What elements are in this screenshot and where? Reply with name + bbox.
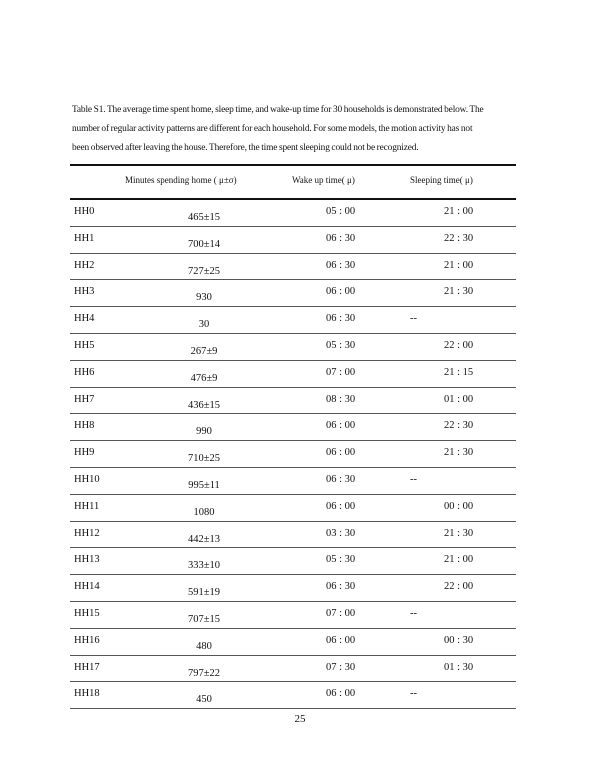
table-body: [70, 200, 516, 709]
table-caption: [72, 101, 532, 158]
table-row: [70, 495, 516, 522]
cell-sleeping-time: --: [410, 473, 417, 485]
table-row: [70, 414, 516, 441]
table-row: [70, 334, 516, 361]
cell-household-id: HH4: [74, 313, 95, 325]
cell-wake-up-time: 03 : 30: [326, 527, 356, 539]
cell-minutes: 710±25: [187, 453, 221, 465]
cell-wake-up-time: 07 : 30: [326, 661, 356, 673]
caption-line-3: been observed after leaving the house. Therefore, the time spent sleeping could not be recognized.: [72, 143, 419, 153]
cell-household-id: HH15: [74, 607, 100, 619]
cell-minutes: 333±10: [187, 560, 221, 572]
cell-wake-up-time: 06 : 30: [326, 232, 356, 244]
cell-wake-up-time: 05 : 30: [326, 339, 356, 351]
cell-wake-up-time: 07 : 00: [326, 607, 356, 619]
table-row: [70, 656, 516, 683]
cell-sleeping-time: 21 : 30: [444, 286, 474, 298]
table-row: [70, 629, 516, 656]
cell-household-id: HH12: [74, 527, 100, 539]
cell-minutes: 1080: [193, 506, 215, 518]
cell-sleeping-time: 21 : 30: [444, 447, 474, 459]
cell-wake-up-time: 06 : 00: [326, 286, 356, 298]
header-sleeping-time: Sleeping time( μ): [410, 175, 473, 185]
cell-minutes: 727±25: [187, 265, 221, 277]
cell-wake-up-time: 06 : 30: [326, 259, 356, 271]
cell-wake-up-time: 06 : 00: [326, 447, 356, 459]
cell-sleeping-time: 22 : 00: [444, 581, 474, 593]
cell-minutes: 465±15: [187, 212, 221, 223]
cell-minutes: 30: [198, 319, 210, 331]
cell-sleeping-time: --: [410, 607, 417, 619]
cell-wake-up-time: 08 : 30: [326, 393, 356, 405]
cell-household-id: HH16: [74, 634, 100, 646]
cell-household-id: HH14: [74, 581, 100, 593]
cell-minutes: 450: [196, 694, 212, 706]
cell-minutes: 797±22: [187, 667, 221, 679]
caption-line-1: Table S1. The average time spent home, sleep time, and wake-up time for 30 households is demonstrated below. The: [72, 105, 484, 115]
cell-wake-up-time: 06 : 30: [326, 581, 356, 593]
cell-minutes: 267±9: [190, 345, 218, 357]
cell-sleeping-time: --: [410, 688, 417, 700]
table-row: [70, 227, 516, 254]
cell-household-id: HH6: [74, 366, 95, 378]
cell-household-id: HH17: [74, 661, 100, 673]
table-header-row: [70, 166, 516, 198]
cell-sleeping-time: 21 : 00: [444, 259, 474, 271]
cell-sleeping-time: --: [410, 313, 417, 325]
cell-wake-up-time: 06 : 30: [326, 473, 356, 485]
table-row: [70, 361, 516, 388]
cell-sleeping-time: 21 : 30: [444, 527, 474, 539]
table-row: [70, 468, 516, 495]
page-number: 25: [294, 713, 306, 725]
cell-sleeping-time: 21 : 00: [444, 554, 474, 566]
cell-minutes: 700±14: [187, 238, 221, 250]
table-row: [70, 307, 516, 334]
table-row: [70, 682, 516, 709]
cell-household-id: HH7: [74, 393, 95, 405]
cell-sleeping-time: 22 : 30: [444, 232, 474, 244]
cell-household-id: HH5: [74, 339, 95, 351]
cell-wake-up-time: 06 : 00: [326, 420, 356, 432]
cell-household-id: HH11: [74, 500, 100, 512]
table-row: [70, 280, 516, 307]
cell-household-id: HH18: [74, 688, 100, 700]
cell-wake-up-time: 06 : 00: [326, 500, 356, 512]
cell-household-id: HH9: [74, 447, 95, 459]
table-row: [70, 254, 516, 281]
cell-minutes: 591±19: [187, 587, 221, 599]
cell-household-id: HH0: [74, 206, 95, 217]
table-row: [70, 575, 516, 602]
cell-wake-up-time: 07 : 00: [326, 366, 356, 378]
cell-sleeping-time: 22 : 30: [444, 420, 474, 432]
cell-wake-up-time: 05 : 30: [326, 554, 356, 566]
cell-wake-up-time: 06 : 00: [326, 634, 356, 646]
cell-wake-up-time: 06 : 00: [326, 688, 356, 700]
cell-sleeping-time: 01 : 00: [444, 393, 474, 405]
cell-sleeping-time: 00 : 30: [444, 634, 474, 646]
cell-wake-up-time: 05 : 00: [326, 206, 356, 217]
table-row: [70, 388, 516, 415]
cell-household-id: HH3: [74, 286, 95, 298]
table-row: [70, 522, 516, 549]
cell-minutes: 707±15: [187, 613, 221, 625]
cell-minutes: 930: [196, 292, 212, 304]
cell-sleeping-time: 00 : 00: [444, 500, 474, 512]
cell-household-id: HH1: [74, 232, 95, 244]
cell-minutes: 476±9: [190, 372, 218, 384]
caption-line-2: number of regular activity patterns are different for each household. For some models, the motion activity has not: [72, 124, 473, 134]
header-wake-up-time: Wake up time( μ): [292, 175, 355, 185]
table-row: [70, 548, 516, 575]
cell-household-id: HH10: [74, 473, 100, 485]
cell-minutes: 995±11: [188, 479, 220, 491]
cell-household-id: HH2: [74, 259, 95, 271]
cell-wake-up-time: 06 : 30: [326, 313, 356, 325]
table-row: [70, 602, 516, 629]
table-row: [70, 441, 516, 468]
cell-sleeping-time: 22 : 00: [444, 339, 474, 351]
cell-minutes: 480: [196, 640, 212, 652]
cell-sleeping-time: 01 : 30: [444, 661, 474, 673]
cell-sleeping-time: 21 : 00: [444, 206, 474, 217]
cell-minutes: 436±15: [187, 399, 221, 411]
cell-household-id: HH13: [74, 554, 100, 566]
cell-minutes: 442±13: [187, 533, 221, 545]
cell-minutes: 990: [196, 426, 212, 438]
cell-sleeping-time: 21 : 15: [444, 366, 474, 378]
header-minutes: Minutes spending home ( μ±σ): [125, 175, 237, 185]
table-row: [70, 200, 516, 227]
cell-household-id: HH8: [74, 420, 95, 432]
